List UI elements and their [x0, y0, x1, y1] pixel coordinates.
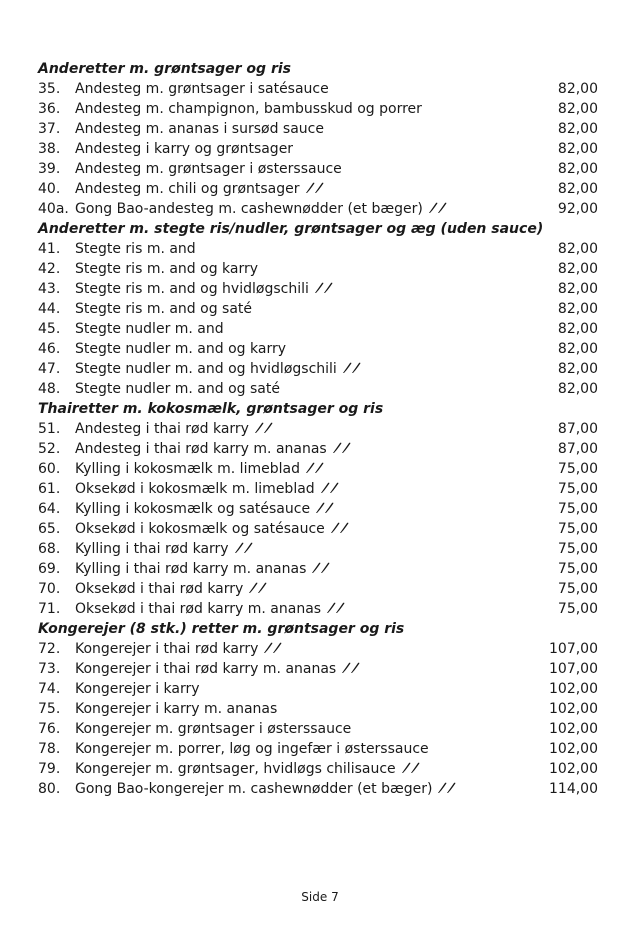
item-number: 68.	[38, 541, 61, 557]
item-name: Kylling i thai rød karry m. ananas	[75, 561, 307, 577]
item-price: 82,00	[557, 121, 598, 137]
item-number: 64.	[38, 501, 61, 517]
item-price: 82,00	[557, 181, 598, 197]
item-name-cell	[75, 119, 538, 139]
item-name: Andesteg i karry og grøntsager	[75, 141, 294, 157]
menu-item	[38, 519, 598, 539]
item-name: Kongerejer m. porrer, løg og ingefær i østerssauce	[75, 741, 429, 757]
chili-icon	[247, 580, 269, 599]
chili-icon	[341, 360, 363, 379]
item-name: Oksekød i kokosmælk m. limeblad	[75, 481, 315, 497]
menu-item	[38, 479, 598, 499]
item-name-cell	[75, 599, 538, 619]
menu-item	[38, 699, 598, 719]
item-name: Kongerejer i thai rød karry m. ananas	[75, 661, 337, 677]
item-number: 48.	[38, 381, 61, 397]
item-name-cell	[75, 199, 538, 219]
item-price: 102,00	[549, 701, 598, 717]
menu-item	[38, 79, 598, 99]
item-number: 80.	[38, 781, 61, 797]
item-name-cell	[75, 159, 538, 179]
chili-icon	[304, 460, 326, 479]
item-price: 75,00	[557, 481, 598, 497]
item-name-cell	[75, 679, 538, 699]
item-number: 47.	[38, 361, 61, 377]
menu-item	[38, 459, 598, 479]
menu-item	[38, 159, 598, 179]
chili-icon	[314, 500, 336, 519]
item-name-cell	[75, 779, 538, 799]
item-number: 41.	[38, 241, 61, 257]
item-name: Oksekød i thai rød karry	[75, 581, 244, 597]
item-name: Kongerejer m. grøntsager, hvidløgs chilisauce	[75, 761, 396, 777]
item-name-cell	[75, 759, 538, 779]
menu-item	[38, 99, 598, 119]
item-name: Kylling i kokosmælk og satésauce	[75, 501, 311, 517]
chili-icon	[319, 480, 341, 499]
item-name-cell	[75, 239, 538, 259]
menu-item	[38, 199, 598, 219]
item-name: Stegte nudler m. and og karry	[75, 341, 286, 357]
item-price: 82,00	[557, 381, 598, 397]
item-price: 82,00	[557, 161, 598, 177]
item-number: 69.	[38, 561, 61, 577]
item-name-cell	[75, 259, 538, 279]
item-name: Gong Bao-andesteg m. cashewnødder (et bæger)	[75, 201, 423, 217]
item-name: Stegte ris m. and og saté	[75, 301, 253, 317]
item-name-cell	[75, 499, 538, 519]
item-price: 75,00	[557, 461, 598, 477]
item-number: 51.	[38, 421, 61, 437]
menu-item	[38, 719, 598, 739]
item-number: 78.	[38, 741, 61, 757]
item-price: 82,00	[557, 321, 598, 337]
item-number: 61.	[38, 481, 61, 497]
chili-icon	[400, 760, 422, 779]
item-price: 107,00	[549, 641, 598, 657]
item-name-cell	[75, 659, 538, 679]
menu-item	[38, 679, 598, 699]
item-number: 39.	[38, 161, 61, 177]
chili-icon	[253, 420, 275, 439]
item-price: 82,00	[557, 81, 598, 97]
item-price: 82,00	[557, 241, 598, 257]
item-number: 76.	[38, 721, 61, 737]
item-name: Kongerejer m. grøntsager i østerssauce	[75, 721, 352, 737]
item-number: 42.	[38, 261, 61, 277]
item-number: 65.	[38, 521, 61, 537]
item-number: 60.	[38, 461, 61, 477]
menu-item	[38, 379, 598, 399]
item-name: Stegte ris m. and og karry	[75, 261, 259, 277]
item-name-cell	[75, 519, 538, 539]
item-name-cell	[75, 339, 538, 359]
chili-icon	[310, 560, 332, 579]
menu-item	[38, 779, 598, 799]
item-number: 38.	[38, 141, 61, 157]
section-title: Kongerejer (8 stk.) retter m. grøntsager og ris	[38, 621, 405, 637]
item-number: 46.	[38, 341, 61, 357]
menu-item	[38, 639, 598, 659]
item-number: 79.	[38, 761, 61, 777]
item-name: Kongerejer i karry	[75, 681, 200, 697]
item-name-cell	[75, 359, 538, 379]
menu-item	[38, 739, 598, 759]
item-name-cell	[75, 559, 538, 579]
item-name: Andesteg i thai rød karry m. ananas	[75, 441, 327, 457]
page-number: Side 7	[301, 890, 339, 904]
item-name-cell	[75, 179, 538, 199]
item-name: Andesteg m. ananas i sursød sauce	[75, 121, 324, 137]
menu-item	[38, 239, 598, 259]
item-price: 82,00	[557, 281, 598, 297]
chili-icon	[331, 440, 353, 459]
item-price: 102,00	[549, 741, 598, 757]
item-price: 92,00	[557, 201, 598, 217]
item-number: 71.	[38, 601, 61, 617]
item-name: Andesteg i thai rød karry	[75, 421, 249, 437]
item-name-cell	[75, 459, 538, 479]
item-price: 87,00	[557, 441, 598, 457]
item-number: 52.	[38, 441, 61, 457]
item-number: 45.	[38, 321, 61, 337]
item-price: 107,00	[549, 661, 598, 677]
item-name: Kongerejer i thai rød karry	[75, 641, 259, 657]
item-name-cell	[75, 299, 538, 319]
item-price: 82,00	[557, 341, 598, 357]
item-price: 75,00	[557, 501, 598, 517]
chili-icon	[427, 200, 449, 219]
item-number: 73.	[38, 661, 61, 677]
chili-icon	[325, 600, 347, 619]
item-name: Oksekød i thai rød karry m. ananas	[75, 601, 322, 617]
item-name: Stegte ris m. and og hvidløgschili	[75, 281, 309, 297]
item-name: Andesteg m. champignon, bambusskud og porrer	[75, 101, 422, 117]
item-name-cell	[75, 379, 538, 399]
item-name-cell	[75, 319, 538, 339]
item-name-cell	[75, 419, 538, 439]
item-name-cell	[75, 139, 538, 159]
item-number: 72.	[38, 641, 61, 657]
item-name: Andesteg m. grøntsager i østerssauce	[75, 161, 342, 177]
item-price: 87,00	[557, 421, 598, 437]
chili-icon	[262, 640, 284, 659]
item-name-cell	[75, 79, 538, 99]
item-number: 36.	[38, 101, 61, 117]
chili-icon	[340, 660, 362, 679]
chili-icon	[313, 280, 335, 299]
menu-item	[38, 259, 598, 279]
item-name: Stegte nudler m. and og saté	[75, 381, 280, 397]
menu-item	[38, 659, 598, 679]
item-name: Kylling i kokosmælk m. limeblad	[75, 461, 300, 477]
menu-item	[38, 579, 598, 599]
chili-icon	[436, 780, 458, 799]
section-title: Thairetter m. kokosmælk, grøntsager og ris	[38, 401, 384, 417]
item-number: 44.	[38, 301, 61, 317]
item-name-cell	[75, 279, 538, 299]
item-price: 75,00	[557, 521, 598, 537]
item-price: 102,00	[549, 761, 598, 777]
item-number: 74.	[38, 681, 61, 697]
item-number: 43.	[38, 281, 61, 297]
menu	[38, 59, 598, 799]
item-name-cell	[75, 699, 538, 719]
item-price: 82,00	[557, 361, 598, 377]
menu-item	[38, 539, 598, 559]
menu-item	[38, 119, 598, 139]
menu-item	[38, 439, 598, 459]
item-name: Stegte ris m. and	[75, 241, 196, 257]
item-number: 75.	[38, 701, 61, 717]
item-price: 82,00	[557, 101, 598, 117]
item-name-cell	[75, 579, 538, 599]
menu-item	[38, 179, 598, 199]
item-name-cell	[75, 99, 538, 119]
item-name-cell	[75, 539, 538, 559]
item-name: Gong Bao-kongerejer m. cashewnødder (et bæger)	[75, 781, 433, 797]
item-number: 40.	[38, 181, 61, 197]
item-name-cell	[75, 479, 538, 499]
chili-icon	[329, 520, 351, 539]
item-number: 40a.	[38, 201, 69, 217]
menu-item	[38, 139, 598, 159]
menu-item	[38, 559, 598, 579]
item-name: Kongerejer i karry m. ananas	[75, 701, 278, 717]
item-number: 35.	[38, 81, 61, 97]
menu-item	[38, 759, 598, 779]
item-price: 75,00	[557, 561, 598, 577]
item-number: 70.	[38, 581, 61, 597]
chili-icon	[233, 540, 255, 559]
item-name-cell	[75, 439, 538, 459]
item-name: Kylling i thai rød karry	[75, 541, 229, 557]
item-price: 82,00	[557, 141, 598, 157]
menu-item	[38, 299, 598, 319]
section-title: Anderetter m. stegte ris/nudler, grøntsager og æg (uden sauce)	[38, 221, 544, 237]
item-price: 114,00	[549, 781, 598, 797]
menu-item	[38, 359, 598, 379]
item-name: Stegte nudler m. and	[75, 321, 224, 337]
item-name: Stegte nudler m. and og hvidløgschili	[75, 361, 337, 377]
item-name: Andesteg m. grøntsager i satésauce	[75, 81, 329, 97]
item-price: 102,00	[549, 721, 598, 737]
item-name-cell	[75, 719, 538, 739]
item-price: 75,00	[557, 581, 598, 597]
item-name-cell	[75, 639, 538, 659]
chili-icon	[304, 180, 326, 199]
menu-item	[38, 339, 598, 359]
menu-item	[38, 279, 598, 299]
menu-item	[38, 599, 598, 619]
item-name-cell	[75, 739, 538, 759]
item-price: 75,00	[557, 601, 598, 617]
menu-item	[38, 419, 598, 439]
item-price: 75,00	[557, 541, 598, 557]
section-title: Anderetter m. grøntsager og ris	[38, 61, 291, 77]
item-price: 82,00	[557, 301, 598, 317]
menu-item	[38, 499, 598, 519]
menu-item	[38, 319, 598, 339]
item-name: Oksekød i kokosmælk og satésauce	[75, 521, 325, 537]
item-price: 82,00	[557, 261, 598, 277]
item-price: 102,00	[549, 681, 598, 697]
item-number: 37.	[38, 121, 61, 137]
item-name: Andesteg m. chili og grøntsager	[75, 181, 300, 197]
